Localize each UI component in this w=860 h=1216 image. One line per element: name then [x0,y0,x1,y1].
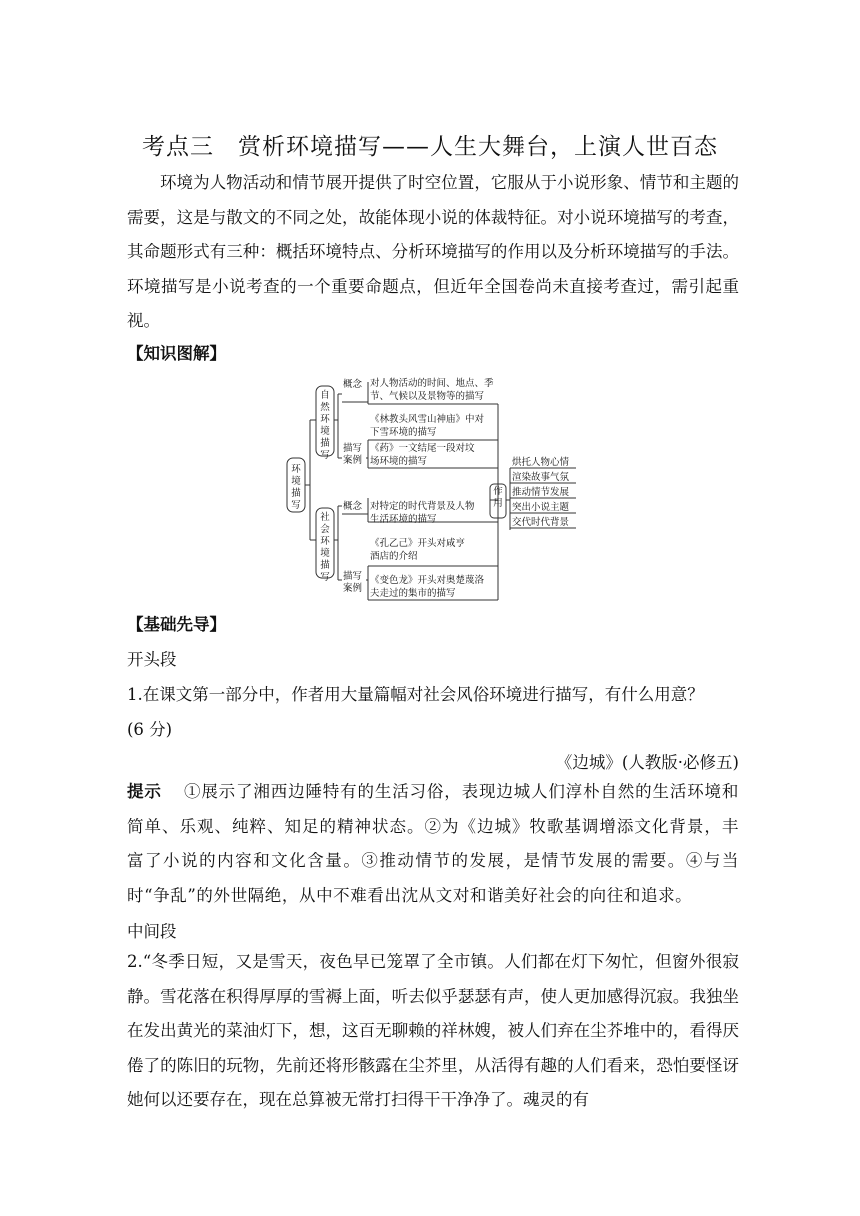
page-title: 考点三 赏析环境描写——人生大舞台，上演人世百态 [142,134,718,160]
diagram-social-label: 社会环境描写 [320,512,330,583]
question-1-line1: 1.在课文第一部分中，作者用大量篇幅对社会风俗环境进行描写，有什么用意？ [127,685,704,704]
diagram-natural-concept-line1: 对人物活动的时间、地点、季 [370,378,494,389]
question-1-source: 《边城》(人教版·必修五) [555,753,739,772]
diagram-social-case2-line2: 夫走过的集市的描写 [370,588,456,599]
diagram-function-label: 作用 [493,486,503,509]
diagram-natural-label: 自然环境描写 [320,390,330,461]
diagram-natural-case1-line2: 下雪环境的描写 [370,427,437,438]
section-basics-heading: 【基础先导】 [127,615,226,634]
diagram-social-case-label2: 案例 [343,583,363,594]
hint-text: ①展示了湘西边陲特有的生活习俗，表现边城人们淳朴自然的生活环境和简单、乐观、纯粹、知足的精神状态。②为《边城》牧歌基调增添文化背景，丰富了小说的内容和文化含量。③推动情节的发展，是情节发展的需要。④与当时“争乱”的外世隔绝，从中不难看出沈从文对和谐美好社会的向往和追求。 [127,782,740,905]
diagram-root-label: 环境描写 [291,464,301,511]
diagram-social-case-label1: 描写 [343,571,363,582]
diagram-function-item: 烘托人物心情 [512,457,570,468]
diagram-natural-case-label1: 描写 [343,443,363,454]
hint-paragraph [127,775,739,913]
diagram-social-concept-label: 概念 [343,501,363,512]
diagram-function-item: 推动情节发展 [512,487,570,498]
diagram-function-item: 交代时代背景 [512,517,570,528]
diagram-natural-case2-line1: 《药》一文结尾一段对坟 [370,443,475,454]
diagram-social-concept-line1: 对特定的时代背景及人物 [370,501,475,512]
middle-heading: 中间段 [127,922,177,941]
diagram-natural-case-label2: 案例 [343,455,363,466]
diagram-natural-case2-line2: 场环境的描写 [370,456,428,467]
diagram-labels [280,372,580,607]
diagram-function-item: 突出小说主题 [512,502,570,513]
diagram-social-case2-line1: 《变色龙》开头对奥楚蔑洛 [370,575,485,586]
question-2-text: 2.“冬季日短，又是雪天，夜色早已笼罩了全市镇。人们都在灯下匆忙，但窗外很寂静。雪花落在积得厚厚的雪褥上面，听去似乎瑟瑟有声，使人更加感得沉寂。我独坐在发出黄光的菜油灯下，想，这百无聊赖的祥林嫂，被人们弃在尘芥堆中的，看得厌倦了的陈旧的玩物，先前还将形骸露在尘芥里，从活得有趣的人们看来，恐怕要怪讶她何以还要存在，现在总算被无常打扫得干干净净了。魂灵的有 [127,952,739,1109]
section-knowledge-heading: 【知识图解】 [127,344,226,363]
intro-paragraph: 环境为人物活动和情节展开提供了时空位置，它服从于小说形象、情节和主题的需要，这是与散文的不同之处，故能体现小说的体裁特征。对小说环境描写的考查，其命题形式有三种：概括环境特点、分析环境描写的作用以及分析环境描写的手法。环境描写是小说考查的一个重要命题点，但近年全国卷尚未直接考查过，需引起重视。 [127,173,739,330]
diagram-natural-concept-label: 概念 [343,379,363,390]
diagram-natural-case1-line1: 《林教头风雪山神庙》中对 [370,414,485,425]
question-1-score: (6 分) [127,720,173,739]
diagram-natural-concept-line2: 节、气候以及景物等的描写 [370,391,485,402]
opening-heading: 开头段 [127,650,177,669]
diagram-social-case1-line2: 酒店的介绍 [370,551,418,562]
diagram-social-concept-line2: 生活环境的描写 [370,514,437,525]
diagram-function-item: 渲染故事气氛 [512,472,570,483]
diagram-social-case1-line1: 《孔乙己》开头对咸亨 [370,538,466,549]
hint-label: 提示 [127,782,162,801]
